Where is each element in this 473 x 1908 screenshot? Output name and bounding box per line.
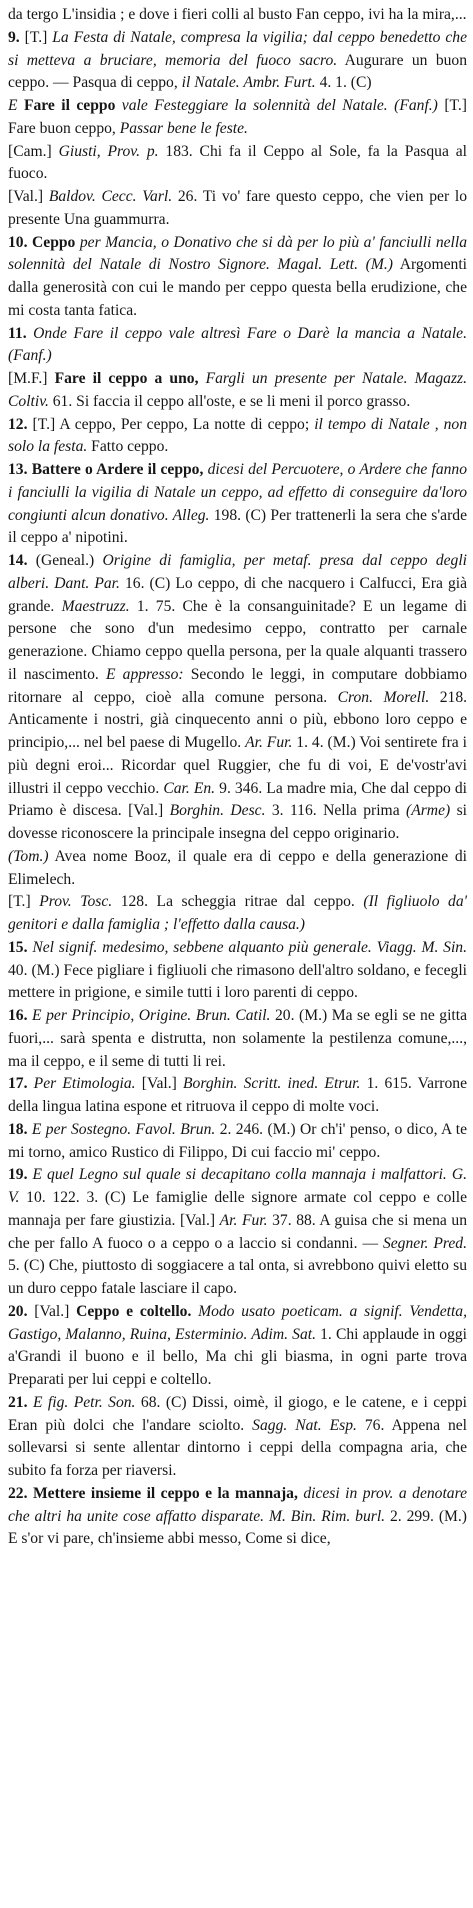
paragraph-sense-14 [8,550,467,846]
text-run: 37. 88. A guisa che si mena un che per fallo A fuoco o a ceppo o a laccio si condanni. — [8,1211,467,1252]
paragraph-sense-16 [8,1005,467,1073]
text-run: Cron. Morell. [337,688,430,706]
text-run: 2. 246. (M.) Or ch'i' penso, o dico, A te mi torno, amico Rustico di Filippo, Di cui faccio mi' ceppo. [8,1120,468,1161]
paragraph-sense-11 [8,323,467,369]
sense-number: 16. [8,1007,33,1024]
text-run: [T.] Fare buon ceppo, [8,97,467,137]
text-run: 16. (C) Lo ceppo, di che nacquero i Calfucci, Era già grande. [8,574,467,615]
sense-number: 20. [8,1302,35,1320]
text-run: Car. En. [163,779,216,797]
text-run: il Natale. Ambr. Furt. [181,74,316,92]
text-run: 198. (C) Per trattenerli la sera che s'arde il ceppo a' nipotini. [8,506,467,547]
text-run: Battere o Ardere il ceppo, [31,461,204,478]
text-run: Passar bene le feste. [119,119,248,137]
paragraph-sense-9 [8,27,467,95]
dictionary-entry-ceppo [8,4,467,1551]
paragraph-sense-13 [8,459,467,550]
sense-number: 17. [8,1075,34,1093]
text-run: [Val.] [34,1302,77,1320]
text-run: Onde Fare il ceppo vale altresì Fare o Darè la mancia a Natale. (Fanf.) [8,324,467,365]
paragraph-baldov [8,186,467,232]
text-run: (Arme) [406,802,451,820]
text-run: 4. 1. (C) [315,74,372,92]
text-run: 1. 4. (M.) Voi sentirete fra i più degni eroi... Ricordar quel Ruggier, che fu di voi, E de'vostr'avi illustri il ceppo vecchio. [8,734,467,797]
text-run: si dovesse riconoscere la principale insegna del ceppo originario. [8,802,467,842]
text-run: 1. 615. Varrone della lingua latina espone et ritruova il ceppo di molte voci. [8,1075,467,1115]
sense-number: 18. [8,1120,32,1138]
text-run: Baldov. Cecc. Varl. [48,188,173,205]
paragraph-sense-18 [8,1119,467,1165]
text-run: [T.] [24,28,53,46]
paragraph-tom [8,846,467,892]
text-run: dicesi in prov. a denotare che altri ha unite cose affatto disparate. M. Bin. Rim. burl. [8,1484,467,1525]
text-run: (Geneal.) [35,552,103,569]
paragraph-continuation [8,4,467,27]
text-run: 183. Chi fa il Ceppo al Sole, fa la Pasqua al fuoco. [8,142,467,183]
text-run: 40. (M.) Fece pigliare i figliuoli che rimasono dell'altro soldano, e fecegli mettere in prigione, e simile tutti i loro parenti di ceppo. [8,961,467,1002]
text-run: 26. Ti vo' fare questo ceppo, che vien per lo presente Una guammurra. [8,188,468,228]
text-run: La Festa di Natale, compresa la vigilia; dal ceppo benedetto che si metteva a bruciare, memoria del fuoco sacro. [8,28,467,69]
sense-number: 22. [8,1484,33,1502]
text-run: E appresso: [105,665,184,683]
text-run: Origine di famiglia, per metaf. presa dal ceppo degli alberi. Dant. Par. [8,552,467,592]
paragraph-sense-12 [8,414,467,460]
text-run: (Il figliuolo da' genitori e dalla famiglia ; l'effetto dalla causa.) [8,893,467,933]
text-run: 10. 122. 3. (C) Le famiglie delle signore armate col ceppo e colle mannaja per fare giustizia. [Val.] [8,1189,467,1229]
text-run: Prov. Tosc. [39,893,113,911]
text-run: Borghin. Desc. [169,802,266,820]
sense-number: 12. [8,415,33,433]
paragraph-sense-21 [8,1392,467,1483]
paragraph-sense-22 [8,1483,467,1551]
text-run: Avea nome Booz, il quale era di ceppo e della generazione di Elimelech. [8,847,467,888]
text-run: 2. 299. (M.) E s'or vi pare, ch'insieme abbi messo, Come si dice, [8,1507,467,1548]
text-run: vale Festeggiare la solennità del Natale. (Fanf.) [115,97,438,114]
text-run: da tergo L'insidia ; e dove i fieri colli al busto Fan ceppo, ivi ha la mira,... [8,6,467,23]
text-run: E [8,97,24,114]
text-run: E per Principio, Origine. Brun. Catil. [32,1007,271,1024]
text-run: 9. 346. La madre mia, Che dal ceppo di Priamo è discesa. [Val.] [8,779,467,820]
text-run: 218. Anticamente i nostri, già cinquecento anni o più, ebbono loro ceppo e principio,... nel bel paese di Mugello. [8,688,468,751]
text-run: Ar. Fur. [245,734,293,751]
text-run: Ceppo [32,233,76,251]
text-run: Mettere insieme il ceppo e la mannaja, [32,1484,298,1502]
text-run: [Cam.] [8,142,59,160]
text-run: Fargli un presente per Natale. Magazz. Coltiv. [8,370,468,410]
text-run: Segner. Pred. [382,1234,467,1252]
text-run: il tempo di Natale , non solo la festa. [8,415,468,456]
paragraph-giusti-prov [8,141,467,187]
text-run: Fatto ceppo. [87,438,169,456]
text-run: 20. (M.) Ma se egli se ne gitta fuori,... sarà spenta e distrutta, non solamente la pestilenza comune,..., ma il ceppo, e il seme di tutti li rei. [8,1007,467,1070]
text-run: per Mancia, o Donativo che si dà per lo più a' fanciulli nella solennità del Natale di Nostro Signore. Magal. Lett. (M.) [8,233,468,274]
paragraph-sense-17 [8,1073,467,1119]
text-run: Giusti, Prov. p. [58,142,159,160]
sense-number: 19. [8,1166,33,1184]
text-run: [Val.] [8,188,49,205]
text-run: dicesi del Percuotere, o Ardere che fanno i fanciulli la vigilia di Natale un ceppo, ad effetto di conseguire da'loro congiunti alcun donativo. Alleg. [8,461,468,524]
text-run: Ceppo e coltello. [76,1302,192,1320]
text-run: 128. La scheggia ritrae dal ceppo. [112,893,364,911]
paragraph-sense-10 [8,232,467,323]
text-run: Sagg. Nat. Esp. [252,1416,357,1434]
paragraph-sense-15 [8,937,467,1005]
paragraph-prov-tosc [8,891,467,937]
text-run: E per Sostegno. Favol. Brun. [31,1120,216,1138]
text-run: E fig. Petr. Son. [32,1393,136,1411]
sense-number: 13. [8,461,32,478]
sense-number: 14. [8,552,36,569]
paragraph-fare-il-ceppo-a-uno [8,368,467,414]
sense-number: 9. [8,28,25,46]
text-run: Ar. Fur. [219,1211,268,1229]
text-run: Modo usato poeticam. a signif. Vendetta, Gastigo, Malanno, Ruina, Esterminio. Adim. Sat. [8,1302,468,1343]
text-run: Maestruzz. [61,597,130,615]
text-run: Secondo le leggi, in computare dobbiamo ritornare al ceppo, cioè alla comune persona. [8,665,467,706]
text-run: (Tom.) [8,847,49,865]
text-run: 76. Appena nel sollevarsi si sente allentar dintorno i ceppi della compagna aria, che subito fa forza per riaversi. [8,1416,468,1479]
text-run: 1. Chi applaude in oggi a'Grandi il buono e il bello, Ma chi gli biasma, in ogni parte trova Preparati per lui ceppi e coltello. [8,1325,467,1388]
text-run: 1. 75. Che è la consanguinitade? E un legame di persone che sono d'un medesimo ceppo, contratto per carnale generazione. Chiamo ceppo quella persona, per la quale alquanti trassero il nascimento. [8,597,467,683]
text-run: Fare il ceppo a uno, [54,370,199,387]
text-run: Fare il ceppo [23,97,116,114]
text-run: 61. Si faccia il ceppo all'oste, e se li meni il porco grasso. [48,392,411,410]
sense-number: 15. [8,938,33,956]
text-run: 3. 116. Nella prima [265,802,407,820]
text-run: Argomenti dalla generosità con cui le mando per ceppo questa bella erudizione, che mi costa tanta fatica. [8,256,467,319]
text-run: [Val.] [135,1075,184,1093]
text-run: Per Etimologia. [33,1075,136,1093]
text-run: [M.F.] [8,370,55,387]
sense-number: 11. [8,324,34,342]
text-run: 68. (C) Dissi, oimè, il giogo, e le catene, e i ceppi Eran più dolci che l'andare sciolto. [8,1393,468,1434]
text-run: [T.] [8,893,40,911]
text-run: [T.] A ceppo, Per ceppo, La notte di ceppo; [32,415,315,433]
paragraph-fare-il-ceppo [8,95,467,141]
text-run: 5. (C) Che, piuttosto di soggiacere a tal onta, si avrebbono quivi eletto su un duro ceppo fatale lasciare il capo. [8,1257,467,1297]
sense-number: 10. [8,233,33,251]
paragraph-sense-20 [8,1301,467,1392]
text-run: E quel Legno sul quale si decapitano colla mannaja i malfattori. G. V. [8,1166,467,1206]
paragraph-sense-19 [8,1164,467,1301]
text-run: Borghin. Scritt. ined. Etrur. [183,1075,361,1093]
sense-number: 21. [8,1393,33,1411]
text-run: Augurare un buon ceppo. — Pasqua di ceppo, [8,51,468,92]
text-run: Nel signif. medesimo, sebbene alquanto più generale. Viagg. M. Sin. [32,938,468,956]
